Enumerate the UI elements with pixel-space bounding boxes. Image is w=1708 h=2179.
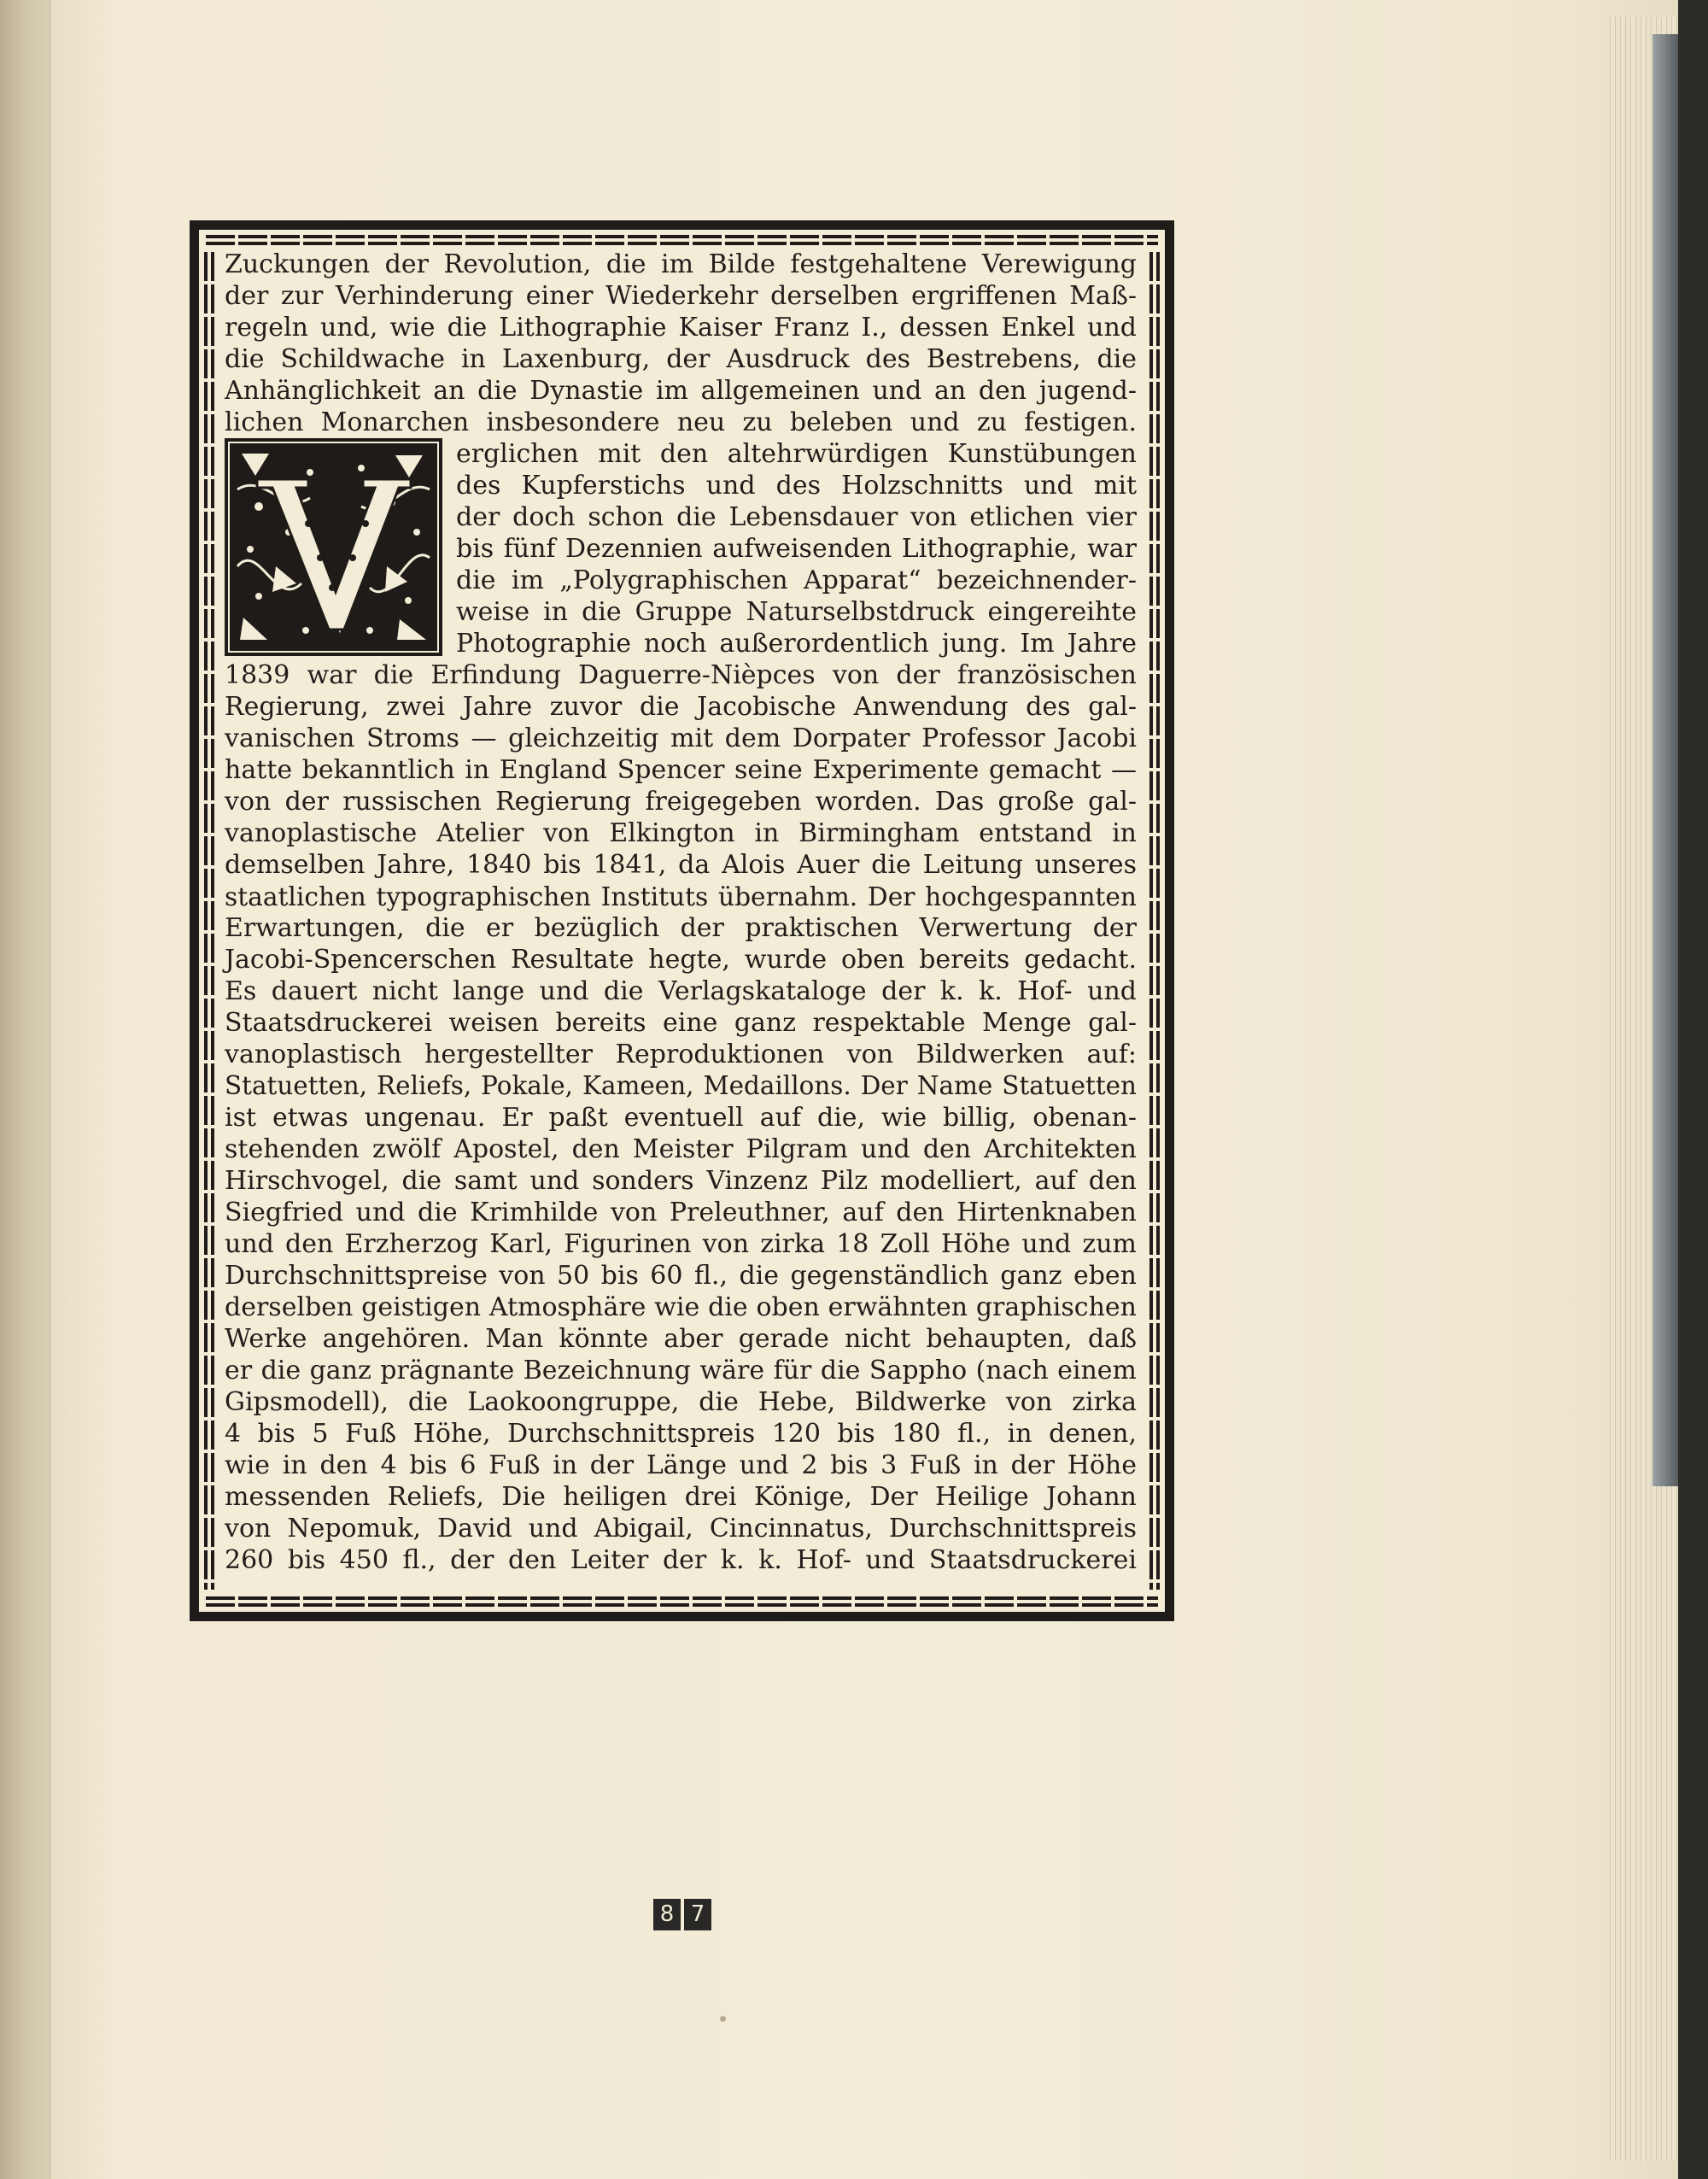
text-line: Siegfried und die Krimhilde von Preleuthner, auf den Hirtenknaben: [225, 1198, 1137, 1227]
text-line: Regierung, zwei Jahre zuvor die Jacobische Anwendung des gal-: [225, 692, 1137, 722]
text-line: Photographie noch außerordentlich jung. Im Jahre: [456, 629, 1137, 659]
frame-border-bottom: [206, 1596, 1158, 1607]
text-line: er die ganz prägnante Bezeichnung wäre für die Sappho (nach einem: [225, 1356, 1137, 1385]
text-line: vanischen Stroms — gleichzeitig mit dem Dorpater Professor Jacobi: [225, 723, 1137, 753]
text-line: von der russischen Regierung freigegeben worden. Das große gal-: [225, 787, 1137, 817]
text-line: von Nepomuk, David und Abigail, Cincinnatus, Durchschnittspreis: [225, 1514, 1137, 1543]
text-line: vanoplastische Atelier von Elkington in Birmingham entstand in: [225, 818, 1137, 848]
paper-speck: [720, 2016, 726, 2022]
text-line: und den Erzherzog Karl, Figurinen von zirka 18 Zoll Höhe und zum: [225, 1229, 1137, 1259]
text-line: vanoplastisch hergestellter Reproduktionen von Bildwerken auf:: [225, 1040, 1137, 1069]
text-line: erglichen mit den altehrwürdigen Kunstübungen: [456, 439, 1137, 469]
text-line: Hirschvogel, die samt und sonders Vinzenz Pilz modelliert, auf den: [225, 1166, 1137, 1196]
text-line: Anhänglichkeit an die Dynastie im allgemeinen und an den jugend-: [225, 376, 1137, 406]
text-line: weise in die Gruppe Naturselbstdruck eingereihte: [456, 597, 1137, 627]
text-line: die Schildwache in Laxenburg, der Ausdruck des Bestrebens, die: [225, 344, 1137, 374]
text-line: wie in den 4 bis 6 Fuß in der Länge und 2 bis 3 Fuß in der Höhe: [225, 1450, 1137, 1480]
page-number-digit: 7: [684, 1899, 711, 1930]
text-line: bis fünf Dezennien aufweisenden Lithographie, war: [456, 534, 1137, 564]
text-line: die im „Polygraphischen Apparat“ bezeichnender-: [456, 565, 1137, 595]
text-line: stehenden zwölf Apostel, den Meister Pilgram und den Architekten: [225, 1134, 1137, 1164]
text-line: ist etwas ungenau. Er paßt eventuell auf die, wie billig, obenan-: [225, 1103, 1137, 1133]
text-line: 4 bis 5 Fuß Höhe, Durchschnittspreis 120 bis 180 fl., in denen,: [225, 1419, 1137, 1449]
text-line: der doch schon die Lebensdauer von etlichen vier: [456, 502, 1137, 532]
text-line: Durchschnittspreise von 50 bis 60 fl., die gegenständlich ganz eben: [225, 1261, 1137, 1291]
text-line: derselben geistigen Atmosphäre wie die oben erwähnten graphischen: [225, 1292, 1137, 1322]
text-line: messenden Reliefs, Die heiligen drei Könige, Der Heilige Johann: [225, 1482, 1137, 1512]
frame-inner: [196, 227, 1167, 1614]
text-line: der zur Verhinderung einer Wiederkehr derselben ergriffenen Maß-: [225, 281, 1137, 311]
drop-capital-v-icon: [225, 438, 442, 656]
text-line: Zuckungen der Revolution, die im Bilde festgehaltene Verewigung: [225, 249, 1137, 279]
frame-border-top: [206, 235, 1158, 245]
text-line: staatlichen typographischen Instituts übernahm. Der hochgespannten: [225, 882, 1137, 911]
text-line: Erwartungen, die er bezüglich der praktischen Verwertung der: [225, 913, 1137, 943]
text-line: des Kupferstichs und des Holzschnitts und mit: [456, 471, 1137, 501]
text-line: regeln und, wie die Lithographie Kaiser Franz I., dessen Enkel und: [225, 313, 1137, 343]
text-line: hatte bekanntlich in England Spencer seine Experimente gemacht —: [225, 755, 1137, 785]
text-line: Werke angehören. Man könnte aber gerade nicht behaupten, daß: [225, 1324, 1137, 1354]
text-line: Jacobi-Spencerschen Resultate hegte, wurde oben bereits gedacht.: [225, 945, 1137, 975]
text-line: Staatsdruckerei weisen bereits eine ganz respektable Menge gal-: [225, 1008, 1137, 1038]
cover-edge: [1652, 34, 1678, 1486]
text-line: Statuetten, Reliefs, Pokale, Kameen, Medaillons. Der Name Statuetten: [225, 1071, 1137, 1100]
text-line: Gipsmodell), die Laokoongruppe, die Hebe, Bildwerke von zirka: [225, 1387, 1137, 1417]
text-line: 260 bis 450 fl., der den Leiter der k. k. Hof- und Staatsdruckerei: [225, 1545, 1137, 1575]
text-line: Es dauert nicht lange und die Verlagskataloge der k. k. Hof- und: [225, 976, 1137, 1006]
ornamental-text-frame: [190, 220, 1174, 1621]
ornamental-drop-capital: [225, 438, 442, 656]
frame-border-left: [204, 252, 214, 1590]
page-number-digit: 8: [653, 1899, 681, 1930]
text-line: lichen Monarchen insbesondere neu zu beleben und zu festigen.: [225, 407, 1137, 437]
text-line: demselben Jahre, 1840 bis 1841, da Alois Auer die Leitung unseres: [225, 850, 1137, 880]
body-text: [225, 249, 1137, 1576]
text-line: 1839 war die Erfindung Daguerre-Nièpces von der französischen: [225, 660, 1137, 690]
page-number: [653, 1899, 711, 1930]
frame-border-right: [1149, 252, 1160, 1590]
